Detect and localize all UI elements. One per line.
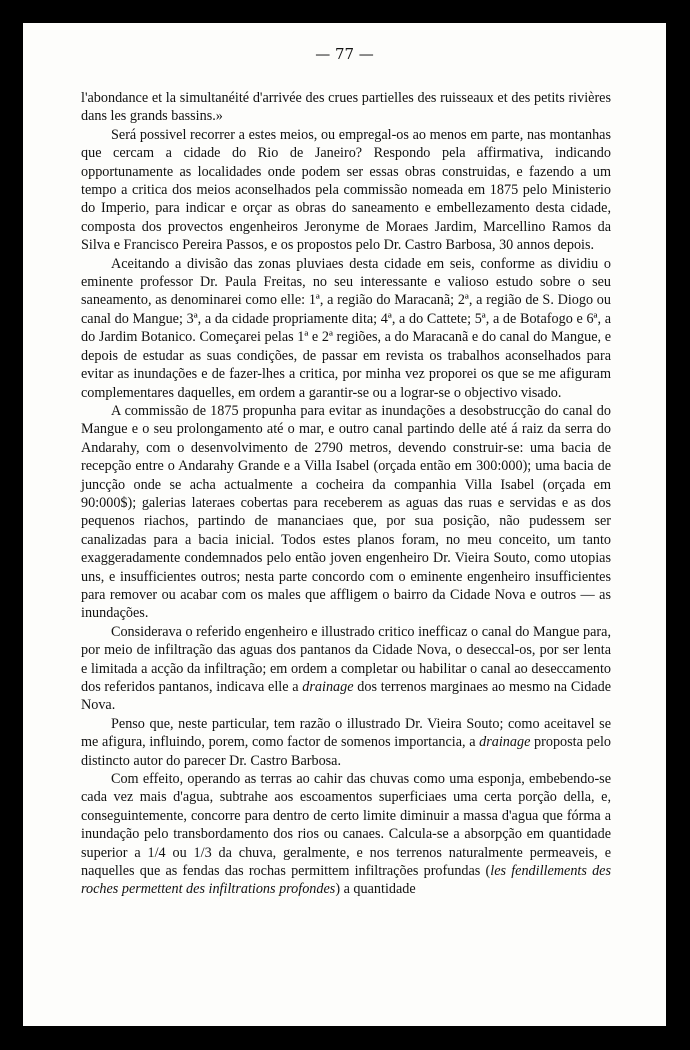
paragraph (81, 89, 611, 126)
text-segment: Com effeito, operando as terras ao cahir das chuvas como uma esponja, embebendo-se cada vez mais d'agua, subtrahe aos escoamentos superficiaes uma certa porção della, e, conseguintemente, concorre para dentro de certo limite diminuir a massa d'agua que fórma a inundação pelo transbordamento dos rios ou canaes. Calcula-se a absorpção em quantidade superior a 1/4 ou 1/3 da chuva, geralmente, e nos terrenos naturalmente permeaveis, e naquelles que as fendas das rochas permittem infiltrações profundas ( (81, 771, 611, 880)
paragraph (81, 402, 611, 623)
text-segment: proposta pelo distincto autor do parecer Dr. Castro Barbosa. (81, 734, 611, 769)
paragraph (81, 623, 611, 715)
paragraph (81, 715, 611, 770)
text-segment: A commissão de 1875 propunha para evitar as inundações a desobstrucção do canal do Mangue e o seu prolongamento até o mar, e outro canal partindo delle até á raiz da serra do Andarahy, com o desenvolvimento de 2790 metros, devendo construir-se: uma bacia de recepção entre o Andarahy Grande e a Villa Isabel (orçada então em 300:000); uma bacia de juncção onde se acha actualmente a cocheira da companhia Villa Isabel (orçada em 90:000$); galerias lateraes cobertas para receberem as aguas das ruas e servidas e as dos pequenos riachos, partindo de mananciaes que, por sua posição, não pudessem ser canalizadas para a bacia inicial. Todos estes planos foram, no meu conceito, um tanto exaggeradamente condemnados pelo então joven engenheiro Dr. Vieira Souto, como utopias uns, e insufficientes outros; nesta parte concordo com o eminente engenheiro insufficientes para remover ou acabar com os males que affligem o bairro da Cidade Nova e outros — as inundações. (81, 402, 611, 622)
text-segment: dos terrenos marginaes ao mesmo na Cidade Nova. (81, 679, 612, 714)
text-segment: Aceitando a divisão das zonas pluviaes desta cidade em seis, conforme as dividiu o eminente professor Dr. Paula Freitas, no seu interessante e valioso estudo sobre o seu saneamento, as denominarei como elle: 1ª, a região do Maracanã; 2ª, a região de S. Diogo ou canal do Mangue; 3ª, a da cidade propriamente dita; 4ª, a do Cattete; 5ª, a de Botafogo e 6ª, a do Jardim Botanico. Começarei pelas 1ª e 2ª regiões, a do Maracanã e do canal do Mangue, e depois de estudar as suas condições, de passar em revista os trabalhos aconselhados para evitar as inundações e de fazer-lhes a critica, por minha vez proporei os que se me afiguram complementares daquelles, em ordem a garantir-se ou a lograr-se o objectivo visado. (81, 255, 611, 401)
text-segment: Considerava o referido engenheiro e illustrado critico inefficaz o canal do Mangue para, por meio de infiltração das aguas dos pantanos da Cidade Nova, o deseccal-os, por ser lenta e limitada a acção da infiltração; em ordem a completar ou habilitar o canal ao deseccamento dos referidos pantanos, indicava elle a (81, 623, 611, 695)
book-page (23, 23, 666, 1026)
text-segment: Penso que, neste particular, tem razão o illustrado Dr. Vieira Souto; como aceitavel se me afigura, influindo, porem, como factor de somenos importancia, a (81, 715, 611, 751)
italic-text: drainage (479, 734, 531, 751)
text-segment: l'abondance et la simultanéité d'arrivée des crues partielles des ruisseaux et des petits rivières dans les grands bassins.» (81, 90, 611, 125)
text-segment: ) a quantidade (335, 881, 416, 898)
body-text (81, 89, 611, 899)
italic-text: drainage (302, 679, 354, 695)
paragraph (81, 126, 611, 255)
italic-text: les fendillements des roches permettent des infiltrations profondes (81, 863, 611, 898)
page-number: — 77 — (315, 45, 374, 63)
paragraph (81, 255, 611, 402)
text-segment: Será possivel recorrer a estes meios, ou empregal-os ao menos em parte, nas montanhas que cercam a cidade do Rio de Janeiro? Respondo pela affirmativa, indicando opportunamente as localidades onde podem ser essas obras construidas, e fazendo a um tempo a critica dos meios aconselhados pela commissão nomeada em 1875 pelo Ministerio do Imperio, para indicar e orçar as obras do saneamento e embellezamento desta cidade, composta dos provectos engenheiros Jeronyme de Moraes Jardim, Marcellino Ramos da Silva e Francisco Pereira Passos, e os propostos pelo Dr. Castro Barbosa, 30 annos depois. (81, 126, 611, 254)
paragraph (81, 770, 611, 899)
